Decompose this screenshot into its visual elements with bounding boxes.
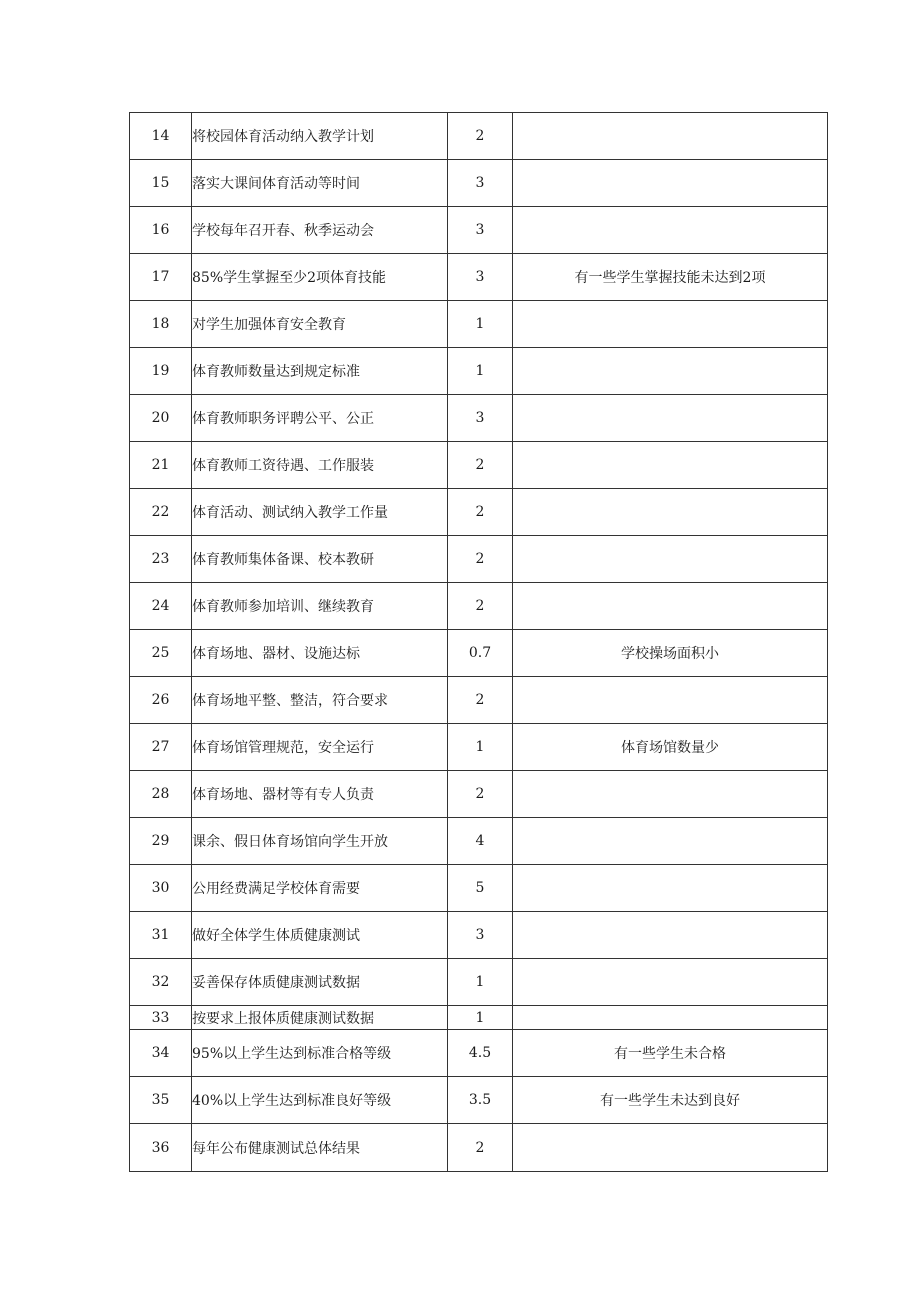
indicator-text: 公用经费满足学校体育需要	[192, 865, 448, 912]
remark-text	[513, 536, 828, 583]
table-row	[130, 912, 828, 959]
indicator-text: 体育场地平整、整洁，符合要求	[192, 677, 448, 724]
remark-text	[513, 489, 828, 536]
row-number: 27	[130, 724, 192, 771]
score-value: 3	[448, 912, 513, 959]
remark-text	[513, 818, 828, 865]
table-row	[130, 536, 828, 583]
indicator-text: 85%学生掌握至少2项体育技能	[192, 254, 448, 301]
remark-text	[513, 959, 828, 1006]
remark-text: 体育场馆数量少	[513, 724, 828, 771]
row-number: 15	[130, 160, 192, 207]
indicator-text: 95%以上学生达到标准合格等级	[192, 1030, 448, 1077]
row-number: 29	[130, 818, 192, 865]
indicator-text: 体育活动、测试纳入教学工作量	[192, 489, 448, 536]
remark-text	[513, 207, 828, 254]
score-value: 1	[448, 724, 513, 771]
table-row	[130, 442, 828, 489]
score-value: 4.5	[448, 1030, 513, 1077]
score-value: 2	[448, 583, 513, 630]
score-value: 3	[448, 160, 513, 207]
indicator-text: 每年公布健康测试总体结果	[192, 1124, 448, 1172]
remark-text: 学校操场面积小	[513, 630, 828, 677]
row-number: 22	[130, 489, 192, 536]
remark-text: 有一些学生未合格	[513, 1030, 828, 1077]
score-value: 2	[448, 442, 513, 489]
score-value: 1	[448, 348, 513, 395]
score-value: 2	[448, 677, 513, 724]
remark-text: 有一些学生未达到良好	[513, 1077, 828, 1124]
remark-text	[513, 771, 828, 818]
row-number: 36	[130, 1124, 192, 1172]
indicator-text: 体育教师职务评聘公平、公正	[192, 395, 448, 442]
score-value: 2	[448, 489, 513, 536]
table-row	[130, 348, 828, 395]
row-number: 24	[130, 583, 192, 630]
score-value: 0.7	[448, 630, 513, 677]
score-value: 3	[448, 395, 513, 442]
score-value: 2	[448, 1124, 513, 1172]
table-row	[130, 113, 828, 160]
table-row	[130, 160, 828, 207]
row-number: 19	[130, 348, 192, 395]
indicator-text: 40%以上学生达到标准良好等级	[192, 1077, 448, 1124]
table-row	[130, 1124, 828, 1172]
indicator-text: 体育教师参加培训、继续教育	[192, 583, 448, 630]
row-number: 35	[130, 1077, 192, 1124]
table-row	[130, 254, 828, 301]
row-number: 20	[130, 395, 192, 442]
row-number: 25	[130, 630, 192, 677]
indicator-text: 做好全体学生体质健康测试	[192, 912, 448, 959]
indicator-text: 体育场地、器材、设施达标	[192, 630, 448, 677]
indicator-text: 对学生加强体育安全教育	[192, 301, 448, 348]
table-row	[130, 489, 828, 536]
remark-text	[513, 301, 828, 348]
indicator-text: 学校每年召开春、秋季运动会	[192, 207, 448, 254]
remark-text	[513, 395, 828, 442]
row-number: 16	[130, 207, 192, 254]
score-value: 3.5	[448, 1077, 513, 1124]
row-number: 17	[130, 254, 192, 301]
score-value: 5	[448, 865, 513, 912]
table-row	[130, 395, 828, 442]
row-number: 18	[130, 301, 192, 348]
table-row	[130, 959, 828, 1006]
row-number: 23	[130, 536, 192, 583]
row-number: 34	[130, 1030, 192, 1077]
score-value: 2	[448, 113, 513, 160]
indicator-text: 体育教师工资待遇、工作服装	[192, 442, 448, 489]
row-number: 26	[130, 677, 192, 724]
remark-text	[513, 583, 828, 630]
remark-text	[513, 348, 828, 395]
indicator-text: 体育教师集体备课、校本教研	[192, 536, 448, 583]
score-value: 3	[448, 254, 513, 301]
row-number: 33	[130, 1006, 192, 1030]
indicator-text: 课余、假日体育场馆向学生开放	[192, 818, 448, 865]
table-row	[130, 865, 828, 912]
table-row	[130, 583, 828, 630]
score-value: 1	[448, 959, 513, 1006]
remark-text	[513, 912, 828, 959]
indicator-text: 落实大课间体育活动等时间	[192, 160, 448, 207]
table-row	[130, 207, 828, 254]
row-number: 30	[130, 865, 192, 912]
table-row	[130, 301, 828, 348]
score-value: 1	[448, 1006, 513, 1030]
score-value: 4	[448, 818, 513, 865]
table-row	[130, 677, 828, 724]
remark-text	[513, 1006, 828, 1030]
indicator-text: 按要求上报体质健康测试数据	[192, 1006, 448, 1030]
remark-text	[513, 677, 828, 724]
indicator-text: 将校园体育活动纳入教学计划	[192, 113, 448, 160]
row-number: 32	[130, 959, 192, 1006]
score-value: 3	[448, 207, 513, 254]
remark-text	[513, 865, 828, 912]
evaluation-table	[129, 112, 828, 1172]
score-value: 2	[448, 536, 513, 583]
table-row	[130, 724, 828, 771]
row-number: 31	[130, 912, 192, 959]
table-row	[130, 1030, 828, 1077]
remark-text	[513, 442, 828, 489]
indicator-text: 体育场馆管理规范，安全运行	[192, 724, 448, 771]
table-row	[130, 630, 828, 677]
indicator-text: 妥善保存体质健康测试数据	[192, 959, 448, 1006]
score-value: 2	[448, 771, 513, 818]
remark-text	[513, 1124, 828, 1172]
row-number: 21	[130, 442, 192, 489]
remark-text: 有一些学生掌握技能未达到2项	[513, 254, 828, 301]
table-row	[130, 771, 828, 818]
indicator-text: 体育教师数量达到规定标准	[192, 348, 448, 395]
table-row	[130, 818, 828, 865]
table-row	[130, 1006, 828, 1030]
score-value: 1	[448, 301, 513, 348]
table-row	[130, 1077, 828, 1124]
row-number: 14	[130, 113, 192, 160]
remark-text	[513, 160, 828, 207]
indicator-text: 体育场地、器材等有专人负责	[192, 771, 448, 818]
remark-text	[513, 113, 828, 160]
row-number: 28	[130, 771, 192, 818]
